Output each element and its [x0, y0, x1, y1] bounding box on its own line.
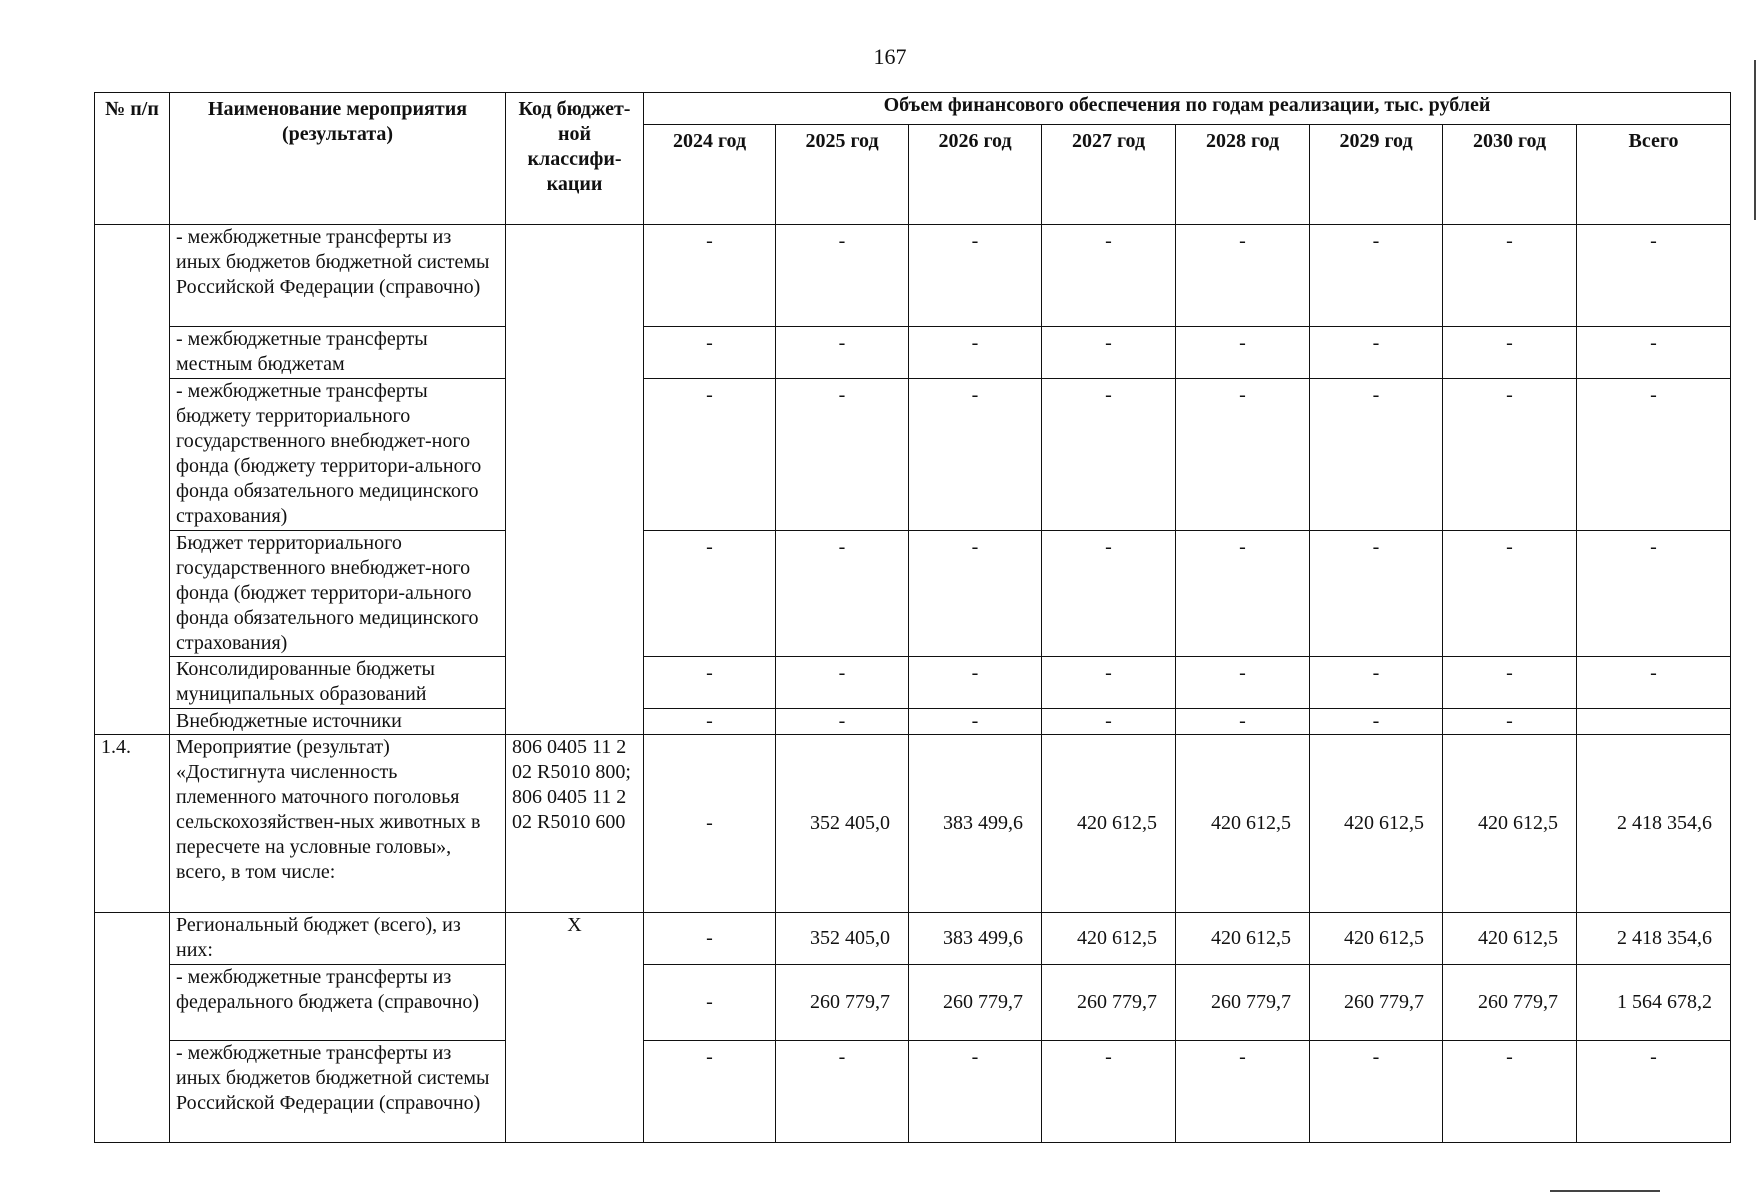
- value-cell: -: [644, 657, 776, 709]
- value-cell: -: [1577, 657, 1731, 709]
- value-cell: -: [1443, 709, 1577, 735]
- page-number: 167: [873, 44, 907, 69]
- row-name: Мероприятие (результат) «Достигнута численность племенного маточного поголовья сельскохозяйствен-ных животных в пересчете на условные головы», всего, в том числе:: [170, 735, 506, 913]
- row-name: Внебюджетные источники: [170, 709, 506, 735]
- value-cell: 352 405,0: [776, 913, 909, 965]
- value-cell: -: [644, 965, 776, 1041]
- value-cell: -: [1042, 225, 1176, 327]
- value-cell: -: [909, 225, 1042, 327]
- value-cell: -: [909, 327, 1042, 379]
- value-cell: 420 612,5: [1310, 735, 1443, 913]
- table-row: [95, 709, 1731, 735]
- row-code: [506, 225, 644, 735]
- value-cell: 260 779,7: [1176, 965, 1310, 1041]
- value-cell: -: [1577, 1041, 1731, 1143]
- value-cell: -: [1310, 657, 1443, 709]
- value-cell: -: [644, 531, 776, 657]
- value-cell: -: [1443, 657, 1577, 709]
- value-cell: 1 564 678,2: [1577, 965, 1731, 1041]
- table-row: [95, 531, 1731, 657]
- value-cell: -: [1443, 225, 1577, 327]
- value-cell: 383 499,6: [909, 735, 1042, 913]
- row-name: - межбюджетные трансферты из иных бюджетов бюджетной системы Российской Федерации (справочно): [170, 1041, 506, 1143]
- header-year: 2027 год: [1042, 125, 1176, 225]
- row-name: Консолидированные бюджеты муниципальных образований: [170, 657, 506, 709]
- value-cell: -: [1176, 1041, 1310, 1143]
- row-name: - межбюджетные трансферты из иных бюджетов бюджетной системы Российской Федерации (справочно): [170, 225, 506, 327]
- value-cell: -: [1042, 1041, 1176, 1143]
- value-cell: -: [1176, 225, 1310, 327]
- value-cell: -: [644, 327, 776, 379]
- value-cell: -: [776, 709, 909, 735]
- value-cell: -: [1443, 531, 1577, 657]
- header-year: 2029 год: [1310, 125, 1443, 225]
- value-cell: -: [1443, 327, 1577, 379]
- value-cell: -: [1042, 327, 1176, 379]
- row-number: 1.4.: [95, 735, 170, 913]
- value-cell: -: [909, 1041, 1042, 1143]
- value-cell: -: [1443, 379, 1577, 531]
- row-name: - межбюджетные трансферты бюджету территориального государственного внебюджет-ного фонда (бюджету территори-ального фонда обязательного медицинского страхования): [170, 379, 506, 531]
- table-row: [95, 965, 1731, 1041]
- value-cell: 420 612,5: [1310, 913, 1443, 965]
- value-cell: -: [776, 657, 909, 709]
- value-cell: -: [1310, 531, 1443, 657]
- row-number: [95, 225, 170, 735]
- value-cell: 2 418 354,6: [1577, 913, 1731, 965]
- table-header: [95, 93, 1731, 225]
- value-cell: 260 779,7: [1443, 965, 1577, 1041]
- value-cell: -: [1577, 379, 1731, 531]
- scan-edge-mark: [1550, 1190, 1660, 1192]
- value-cell: 352 405,0: [776, 735, 909, 913]
- value-cell: -: [1310, 379, 1443, 531]
- value-cell: -: [776, 531, 909, 657]
- value-cell: 420 612,5: [1176, 913, 1310, 965]
- value-cell: 420 612,5: [1176, 735, 1310, 913]
- value-cell: 260 779,7: [909, 965, 1042, 1041]
- value-cell: -: [644, 1041, 776, 1143]
- row-code: 806 0405 11 2 02 R5010 800; 806 0405 11 2 02 R5010 600: [506, 735, 644, 913]
- header-year: 2024 год: [644, 125, 776, 225]
- value-cell: 260 779,7: [1042, 965, 1176, 1041]
- value-cell: [1577, 709, 1731, 735]
- header-year: 2025 год: [776, 125, 909, 225]
- value-cell: -: [1577, 531, 1731, 657]
- header-year: 2030 год: [1443, 125, 1577, 225]
- scan-edge-mark: [1754, 60, 1756, 220]
- header-funding: Объем финансового обеспечения по годам реализации, тыс. рублей: [644, 93, 1731, 125]
- row-name: Бюджет территориального государственного внебюджет-ного фонда (бюджет территори-ального фонда обязательного медицинского страхования): [170, 531, 506, 657]
- value-cell: -: [1176, 709, 1310, 735]
- value-cell: 2 418 354,6: [1577, 735, 1731, 913]
- value-cell: 383 499,6: [909, 913, 1042, 965]
- value-cell: -: [1042, 657, 1176, 709]
- row-number: [95, 913, 170, 1143]
- value-cell: -: [1176, 531, 1310, 657]
- value-cell: -: [644, 709, 776, 735]
- value-cell: -: [1443, 1041, 1577, 1143]
- value-cell: -: [1176, 379, 1310, 531]
- value-cell: 420 612,5: [1443, 735, 1577, 913]
- value-cell: -: [1310, 225, 1443, 327]
- value-cell: -: [1176, 327, 1310, 379]
- budget-table: [94, 92, 1731, 1143]
- value-cell: -: [1310, 709, 1443, 735]
- row-name: - межбюджетные трансферты местным бюджетам: [170, 327, 506, 379]
- value-cell: -: [776, 327, 909, 379]
- value-cell: 260 779,7: [776, 965, 909, 1041]
- value-cell: -: [644, 379, 776, 531]
- row-name: - межбюджетные трансферты из федерального бюджета (справочно): [170, 965, 506, 1041]
- header-num: № п/п: [95, 93, 170, 225]
- header-year: 2028 год: [1176, 125, 1310, 225]
- value-cell: 420 612,5: [1042, 913, 1176, 965]
- value-cell: 260 779,7: [1310, 965, 1443, 1041]
- value-cell: -: [1176, 657, 1310, 709]
- value-cell: -: [644, 913, 776, 965]
- value-cell: -: [1577, 327, 1731, 379]
- value-cell: -: [909, 709, 1042, 735]
- row-code: X: [506, 913, 644, 1143]
- value-cell: -: [776, 1041, 909, 1143]
- row-name: Региональный бюджет (всего), из них:: [170, 913, 506, 965]
- table-row: [95, 735, 1731, 913]
- table-row: [95, 327, 1731, 379]
- value-cell: -: [909, 531, 1042, 657]
- table-row: [95, 1041, 1731, 1143]
- table-row: [95, 913, 1731, 965]
- header-name: Наименование мероприятия (результата): [170, 93, 506, 225]
- table-row: [95, 225, 1731, 327]
- value-cell: -: [1042, 709, 1176, 735]
- value-cell: -: [1310, 1041, 1443, 1143]
- value-cell: -: [644, 735, 776, 913]
- header-code: Код бюджет-ной классифи-кации: [506, 93, 644, 225]
- table-row: [95, 657, 1731, 709]
- value-cell: -: [909, 657, 1042, 709]
- value-cell: -: [644, 225, 776, 327]
- value-cell: -: [1042, 379, 1176, 531]
- header-total: Всего: [1577, 125, 1731, 225]
- value-cell: -: [1042, 531, 1176, 657]
- value-cell: -: [909, 379, 1042, 531]
- value-cell: 420 612,5: [1042, 735, 1176, 913]
- table-row: [95, 379, 1731, 531]
- value-cell: 420 612,5: [1443, 913, 1577, 965]
- header-year: 2026 год: [909, 125, 1042, 225]
- value-cell: -: [776, 225, 909, 327]
- value-cell: -: [1310, 327, 1443, 379]
- value-cell: -: [776, 379, 909, 531]
- value-cell: -: [1577, 225, 1731, 327]
